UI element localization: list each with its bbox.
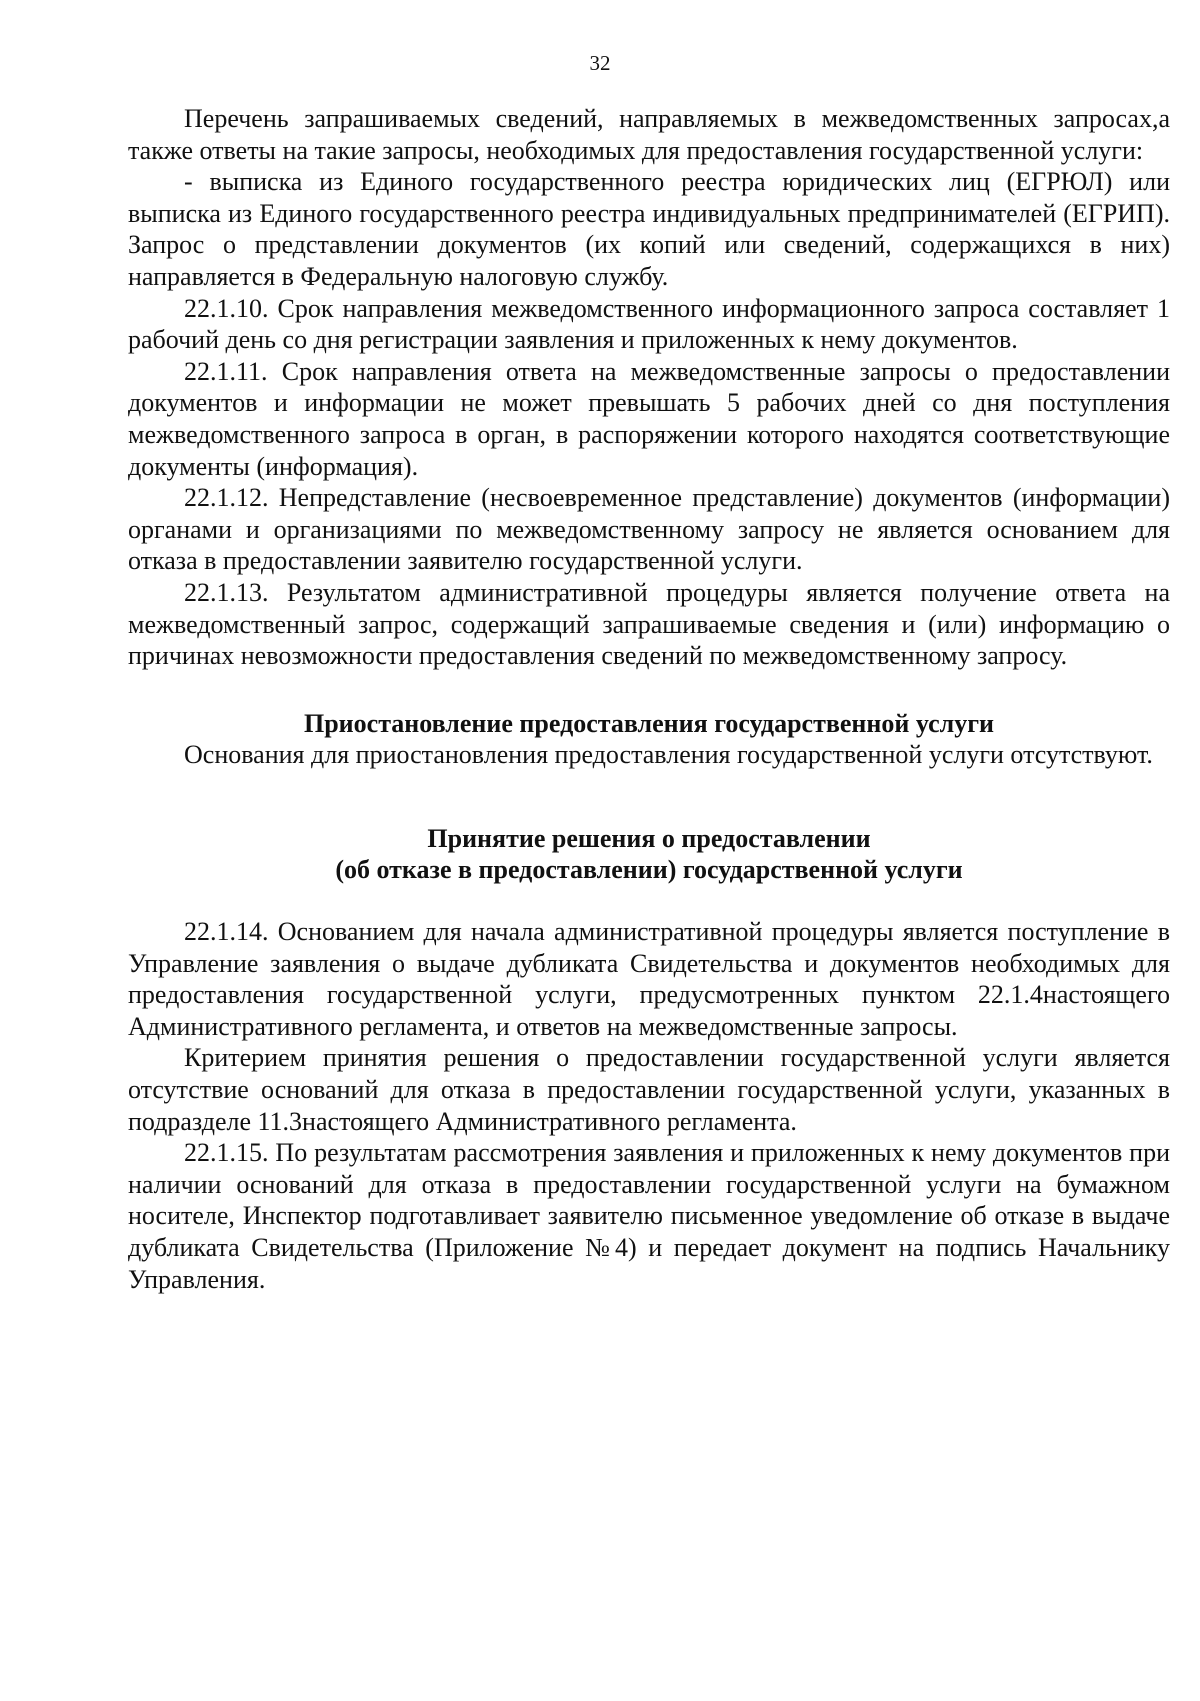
clause-22-1-14: 22.1.14. Основанием для начала административной процедуры является поступление в Управление заявления о выдаче дубликата Свидетельства и документов необходимых для предоставления государственной услуги, предусмотренных пунктом 22.1.4настоящего Административного регламента, и ответов на межведомственные запросы.	[128, 917, 1170, 1041]
clause-22-1-11: 22.1.11. Срок направления ответа на межведомственные запросы о предоставлении документов и информации не может превышать 5 рабочих дней со дня поступления межведомственного запроса в орган, в распоряжении которого находятся соответствующие документы (информация).	[128, 356, 1170, 481]
clause-22-1-12: 22.1.12. Непредставление (несвоевременное представление) документов (информации) органами и организациями по межведомственному запросу не является основанием для отказа в предоставлении заявителю государственной услуги.	[128, 483, 1170, 576]
page-content	[128, 103, 1170, 1295]
intro-paragraph-2: - выписка из Единого государственного реестра юридических лиц (ЕГРЮЛ) или выписка из Единого государственного реестра индивидуальных предпринимателей (ЕГРИП). Запрос о представлении документов (их копий или сведений, содержащихся в них) направляется в Федеральную налоговую службу.	[128, 167, 1170, 291]
clause-22-1-15: 22.1.15. По результатам рассмотрения заявления и приложенных к нему документов при наличии оснований для отказа в предоставлении государственной услуги на бумажном носителе, Инспектор подготавливает заявителю письменное уведомление об отказе в выдаче дубликата Свидетельства (Приложение №4) и передает документ на подпись Начальнику Управления.	[128, 1138, 1170, 1294]
section-heading-suspension: Приостановление предоставления государственной услуги	[303, 708, 994, 738]
section-heading-decision-line-1: Принятие решения о предоставлении	[427, 823, 871, 853]
intro-paragraph-1: Перечень запрашиваемых сведений, направляемых в межведомственных запросах,а также ответы на такие запросы, необходимых для предоставления государственной услуги:	[128, 104, 1170, 165]
page-number: 32	[589, 51, 611, 75]
section-heading-decision-line-2: (об отказе в предоставлении) государственной услуги	[335, 855, 963, 885]
clause-22-1-10: 22.1.10. Срок направления межведомственного информационного запроса составляет 1 рабочий день со дня регистрации заявления и приложенных к нему документов.	[128, 293, 1170, 355]
section-heading-decision	[128, 823, 1170, 886]
decision-criterion-paragraph: Критерием принятия решения о предоставлении государственной услуги является отсутствие оснований для отказа в предоставлении государственной услуги, указанных в подразделе 11.3настоящего Административного регламента.	[128, 1043, 1170, 1136]
clause-22-1-13: 22.1.13. Результатом административной процедуры является получение ответа на межведомственный запрос, содержащий запрашиваемые сведения и (или) информацию о причинах невозможности предоставления сведений по межведомственному запросу.	[128, 577, 1170, 671]
suspension-paragraph: Основания для приостановления предоставления государственной услуги отсутствуют.	[184, 740, 1153, 770]
